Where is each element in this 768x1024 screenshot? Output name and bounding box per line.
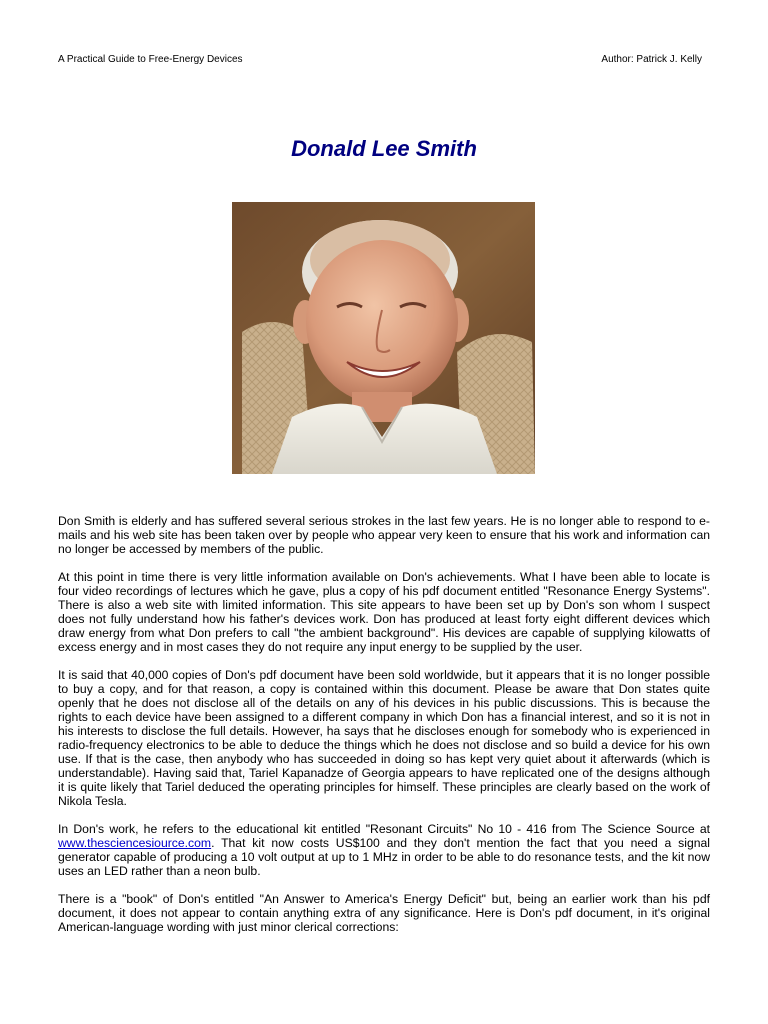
- paragraph: There is a "book" of Don's entitled "An Answer to America's Energy Deficit" but, being an earlier work than his pdf document, it does not appear to contain anything extra of any significance. Here is Don's pdf document, in it's original American-language wording with just minor clerical corrections:: [58, 892, 710, 934]
- page-title: Donald Lee Smith: [291, 136, 477, 161]
- portrait-photo: [232, 202, 535, 474]
- header-document-title: A Practical Guide to Free-Energy Devices: [58, 54, 243, 65]
- paragraph: Don Smith is elderly and has suffered several serious strokes in the last few years. He is no longer able to respond to e-mails and his web site has been taken over by people who appear very keen to ensure that his work and information can no longer be accessed by members of the public.: [58, 514, 710, 556]
- science-source-link[interactable]: www.thesciencesiource.com: [58, 836, 212, 850]
- paragraph: It is said that 40,000 copies of Don's pdf document have been sold worldwide, but it appears that it is no longer possible to buy a copy, and for that reason, a copy is contained within this document. Please be aware that Don states quite openly that he does not disclose all of the details on any of his devices in his public discussions. This is because the rights to each device have been assigned to a different company in which Don has a financial interest, and so it is not in his interests to disclose the full details. However, ha says that he discloses enough for somebody who is experienced in radio-frequency electronics to be able to deduce the things which he does not disclose and so build a device for his own use. If that is the case, then anybody who has succeeded in doing so has kept very quiet about it afterwards (which is understandable). Having said that, Tariel Kapanadze of Georgia appears to have replicated one of the designs although it is quite likely that Tariel deduced the operating principles for himself. These principles are clearly based on the work of Nikola Tesla.: [58, 668, 710, 808]
- header-author: Author: Patrick J. Kelly: [601, 54, 702, 65]
- body-text: [58, 514, 710, 948]
- paragraph-text: . That kit now costs US$100 and they don't mention the fact that you need a signal generator capable of producing a 10 volt output at up to 1 MHz in order to be able to do resonance tests, and the kit now uses an LED rather than a neon bulb.: [58, 836, 710, 878]
- paragraph-text: In Don's work, he refers to the educational kit entitled "Resonant Circuits" No 10 - 416 from The Science Source at: [58, 822, 710, 836]
- page-header: [58, 53, 702, 67]
- paragraph: [58, 822, 710, 878]
- paragraph: At this point in time there is very little information available on Don's achievements. What I have been able to locate is four video recordings of lectures which he gave, plus a copy of his pdf document entitled "Resonance Energy Systems". There is also a web site with limited information. This site appears to have been set up by Don's son whom I suspect does not fully understand how his father's devices work. Don has produced at least forty eight different devices which draw energy from what Don prefers to call "the ambient background". His devices are capable of supplying kilowatts of excess energy and in most cases they do not require any input energy to be supplied by the user.: [58, 570, 710, 654]
